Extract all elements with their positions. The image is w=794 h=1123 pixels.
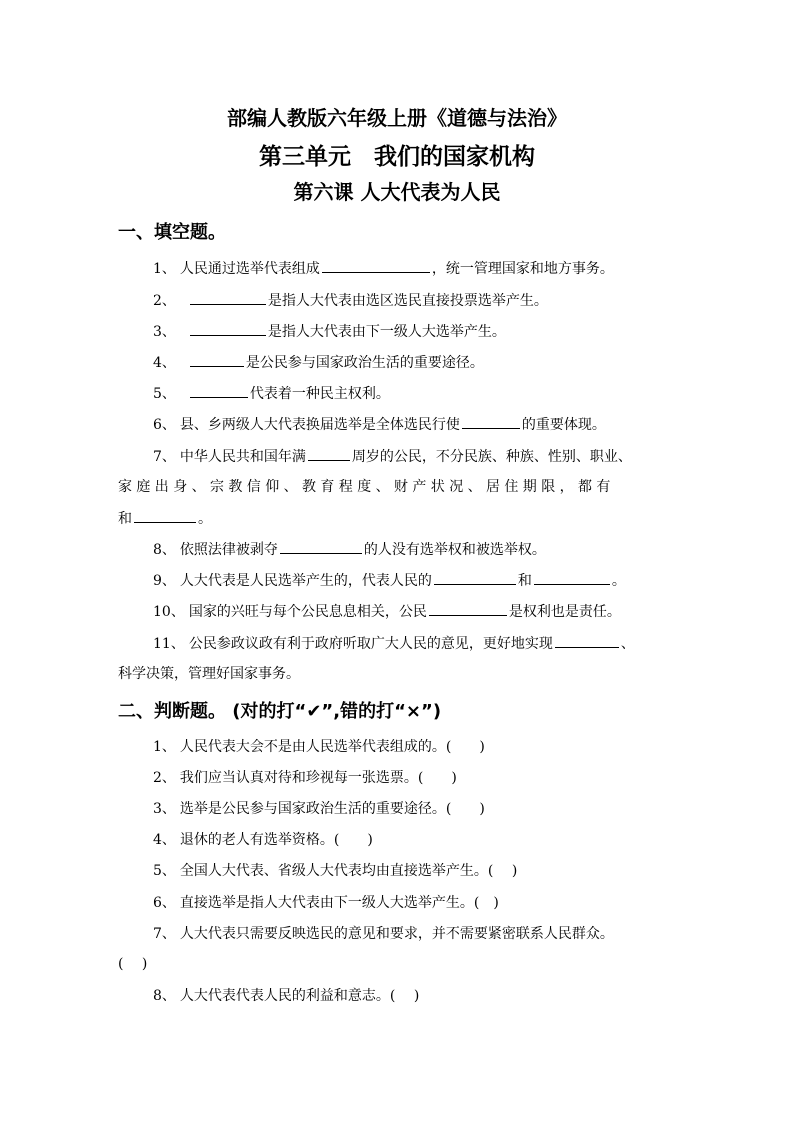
answer-blank[interactable]	[429, 600, 507, 616]
judge-question-8	[153, 985, 419, 1007]
question-number: 2、	[153, 293, 176, 309]
question-text: 全国人大代表、省级人大代表均由直接选举产生。( )	[179, 863, 518, 879]
question-text: 。	[611, 573, 626, 589]
question-number: 3、	[153, 801, 176, 817]
answer-blank[interactable]	[308, 445, 350, 461]
fill-question-9	[153, 569, 626, 592]
judge-question-7	[153, 923, 614, 945]
question-number: 5、	[153, 863, 176, 879]
answer-blank[interactable]	[190, 382, 248, 398]
question-text: 。	[198, 511, 212, 527]
question-text: 人民代表大会不是由人民选举代表组成的。( )	[179, 739, 485, 755]
judge-question-7-line-2: ( )	[118, 956, 148, 972]
judge-section-heading: 二、判断题。 (对的打“✔”,错的打“×”)	[118, 701, 442, 722]
judge-question-4	[153, 829, 373, 851]
textbook-title: 部编人教版六年级上册《道德与法治》	[227, 106, 567, 130]
question-text: 县、乡两级人大代表换届选举是全体选民行使	[179, 417, 460, 433]
fill-question-5	[153, 382, 390, 405]
answer-blank[interactable]	[555, 632, 619, 648]
question-text: 代表着一种民主权利。	[249, 386, 390, 402]
question-text: 是权利也是责任。	[508, 604, 621, 620]
question-text: 人民通过选举代表组成	[179, 261, 320, 277]
question-text: 的人没有选举权和被选举权。	[363, 542, 546, 558]
question-text: 依照法律被剥夺	[179, 542, 278, 558]
fill-question-3	[153, 320, 506, 343]
question-number: 7、	[153, 926, 176, 942]
fill-question-8	[153, 538, 546, 561]
judge-question-5	[153, 860, 517, 882]
question-number: 8、	[153, 988, 176, 1004]
question-text: 直接选举是指人大代表由下一级人大选举产生。( )	[179, 895, 499, 911]
question-number: 7、	[153, 449, 176, 465]
lesson-title: 第六课 人大代表为人民	[293, 180, 501, 204]
fill-question-4	[153, 351, 484, 374]
question-number: 2、	[153, 770, 176, 786]
fill-question-7	[153, 445, 632, 468]
answer-blank[interactable]	[462, 413, 520, 429]
question-text: 和	[517, 573, 532, 589]
answer-blank[interactable]	[534, 569, 610, 585]
question-text: 是公民参与国家政治生活的重要途径。	[245, 355, 484, 371]
question-text: 周岁的公民，不分民族、种族、性别、职业、	[351, 449, 632, 465]
question-text: 、	[620, 636, 635, 652]
answer-blank[interactable]	[190, 289, 266, 305]
fill-question-10	[153, 600, 621, 623]
question-number: 4、	[153, 355, 176, 371]
question-number: 8、	[153, 542, 176, 558]
answer-blank[interactable]	[280, 538, 362, 554]
question-text: 人大代表是人民选举产生的，代表人民的	[179, 573, 432, 589]
question-text: 公民参政议政有利于政府听取广大人民的意见，更好地实现	[188, 636, 553, 652]
question-number: 4、	[153, 832, 176, 848]
question-number: 10、	[153, 604, 185, 620]
question-text: 是指人大代表由下一级人大选举产生。	[267, 324, 506, 340]
judge-question-6	[153, 892, 499, 914]
question-text: 人大代表代表人民的利益和意志。( )	[179, 988, 420, 1004]
question-text: 退休的老人有选举资格。( )	[179, 832, 373, 848]
question-number: 3、	[153, 324, 176, 340]
judge-question-3	[153, 798, 485, 820]
question-text: 我们应当认真对待和珍视每一张选票。( )	[179, 770, 457, 786]
question-number: 6、	[153, 895, 176, 911]
question-number: 1、	[153, 261, 176, 277]
answer-blank[interactable]	[190, 320, 266, 336]
answer-blank[interactable]	[322, 257, 430, 273]
question-text: 国家的兴旺与每个公民息息相关，公民	[188, 604, 427, 620]
question-text: 选举是公民参与国家政治生活的重要途径。( )	[179, 801, 485, 817]
question-number: 5、	[153, 386, 176, 402]
fill-question-1	[153, 257, 614, 280]
fill-section-heading: 一、填空题。	[118, 222, 226, 243]
judge-question-2	[153, 767, 457, 789]
fill-question-11-line-2: 科学决策，管理好国家事务。	[118, 666, 300, 682]
unit-title: 第三单元 我们的国家机构	[259, 144, 535, 170]
fill-question-11	[153, 632, 635, 655]
fill-question-7-line-2: 家庭出身、宗教信仰、教育程度、财产状况、居住期限，都有	[118, 479, 615, 495]
question-number: 9、	[153, 573, 176, 589]
question-number: 1、	[153, 739, 176, 755]
question-text: 和	[118, 511, 132, 527]
question-text: 的重要体现。	[521, 417, 606, 433]
question-text: 中华人民共和国年满	[179, 449, 306, 465]
fill-question-7-line-3	[118, 507, 212, 530]
judge-question-1	[153, 736, 485, 758]
fill-question-2	[153, 289, 548, 312]
answer-blank[interactable]	[190, 351, 244, 367]
question-text: ，统一管理国家和地方事务。	[431, 261, 614, 277]
question-text: 人大代表只需要反映选民的意见和要求，并不需要紧密联系人民群众。	[179, 926, 614, 942]
question-number: 6、	[153, 417, 176, 433]
question-number: 11、	[153, 636, 185, 652]
answer-blank[interactable]	[134, 507, 196, 523]
answer-blank[interactable]	[434, 569, 516, 585]
question-text: 是指人大代表由选区选民直接投票选举产生。	[267, 293, 548, 309]
fill-question-6	[153, 413, 606, 436]
